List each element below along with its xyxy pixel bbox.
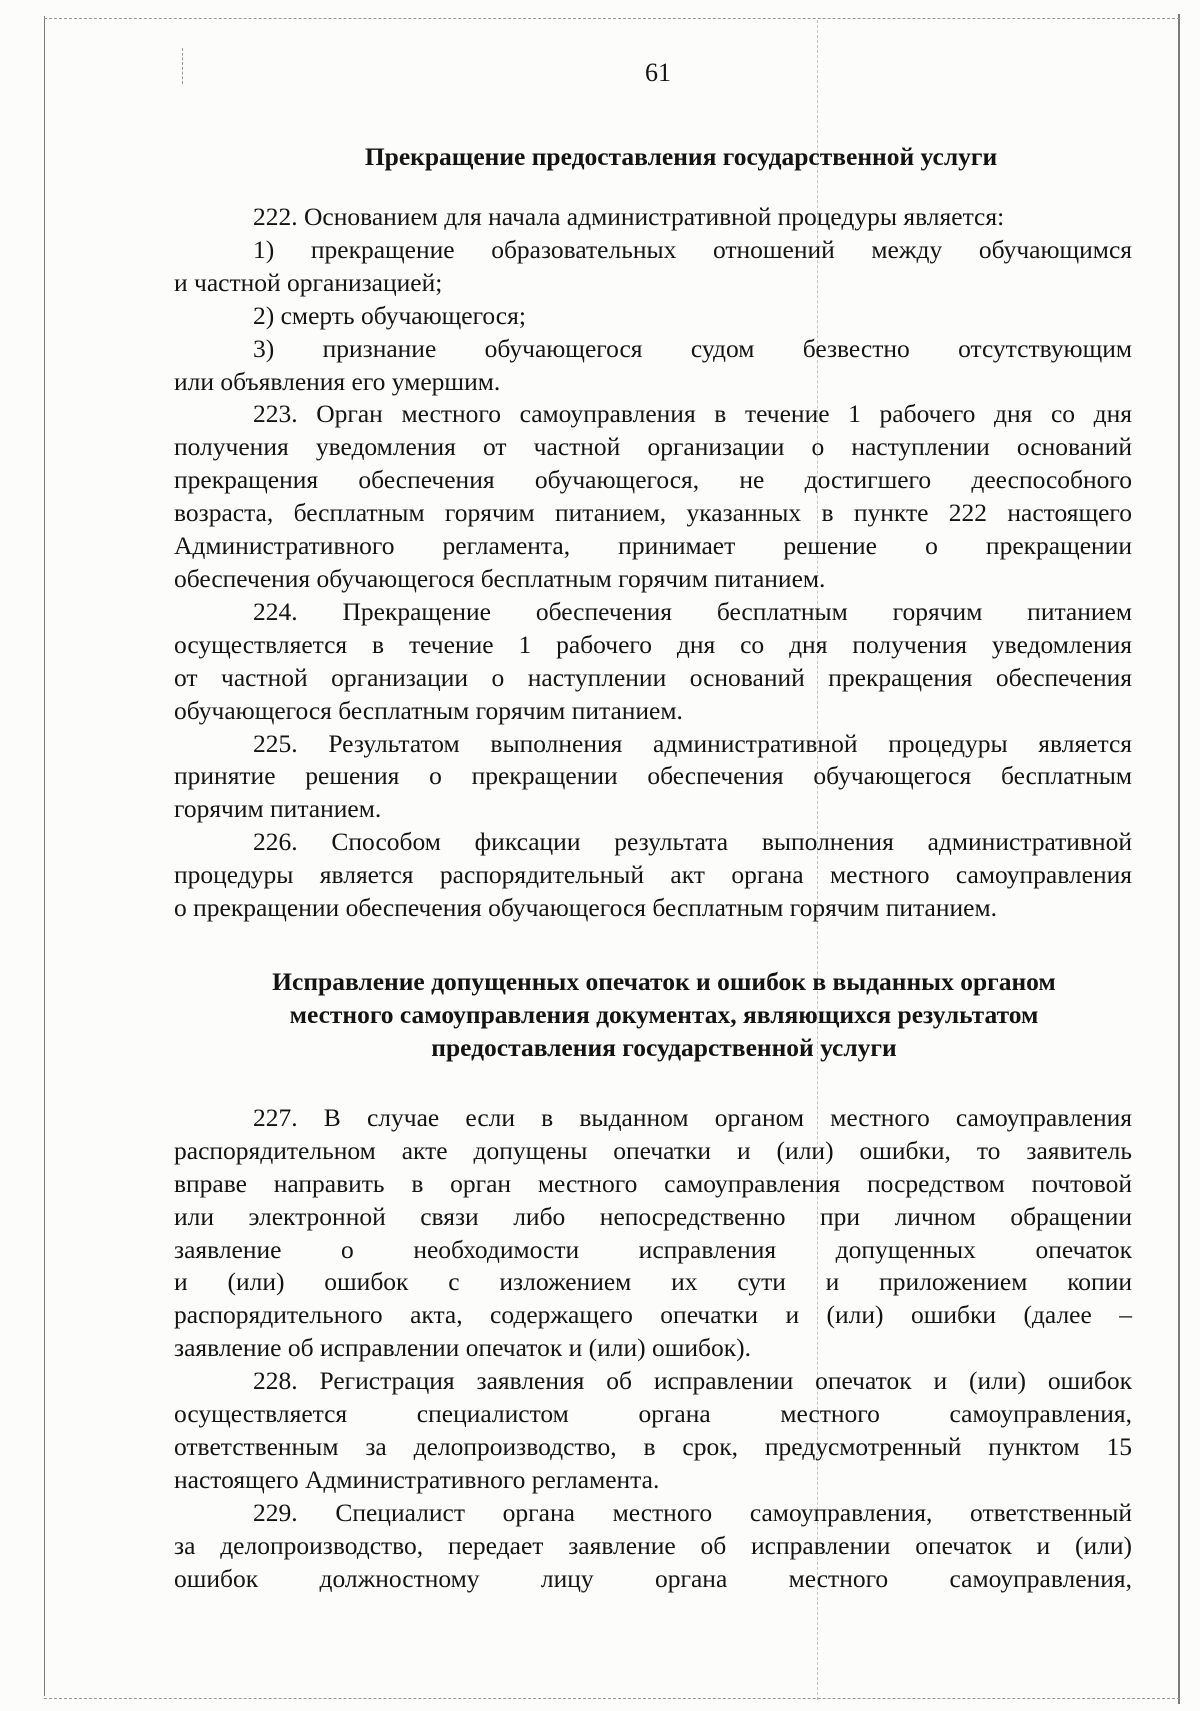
text-line: или объявления его умершим.	[174, 366, 501, 396]
text-line: настоящего Административного регламента.	[174, 1464, 660, 1494]
text-line: 223. Орган местного самоуправления в течение 1 рабочего дня со дня	[253, 399, 1132, 429]
text-line: 2) смерть обучающегося;	[253, 300, 526, 330]
text-line: 1) прекращение образовательных отношений между обучающимся	[253, 234, 1132, 264]
text-line: 226. Способом фиксации результата выполнения административной	[253, 827, 1132, 857]
heading-line: местного самоуправления документах, являющихся результатом	[289, 999, 1039, 1029]
text-line: распорядительного акта, содержащего опечатки и (или) ошибки (далее –	[174, 1300, 1132, 1330]
text-line: 224. Прекращение обеспечения бесплатным горячим питанием	[253, 596, 1132, 626]
text-line: 225. Результатом выполнения административной процедуры является	[253, 728, 1132, 758]
heading-line: предоставления государственной услуги	[431, 1032, 897, 1062]
heading-line: Исправление допущенных опечаток и ошибок в выданных органом	[272, 966, 1056, 996]
text-line: от частной организации о наступлении оснований прекращения обеспечения	[174, 662, 1132, 692]
text-line: обеспечения обучающегося бесплатным горячим питанием.	[174, 563, 826, 593]
text-line: принятие решения о прекращении обеспечения обучающегося бесплатным	[174, 761, 1132, 791]
scan-border-left	[44, 16, 45, 1696]
text-line: прекращения обеспечения обучающегося, не достигшего дееспособного	[174, 465, 1132, 495]
text-line: осуществляется в течение 1 рабочего дня со дня получения уведомления	[174, 629, 1132, 659]
text-line: 228. Регистрация заявления об исправлении опечаток и (или) ошибок	[253, 1366, 1132, 1396]
text-line: обучающегося бесплатным горячим питанием.	[174, 695, 683, 725]
scan-border-top	[44, 18, 1180, 19]
text-line: за делопроизводство, передает заявление об исправлении опечаток и (или)	[174, 1530, 1132, 1560]
text-line: или электронной связи либо непосредственно при личном обращении	[174, 1201, 1132, 1231]
text-line: 229. Специалист органа местного самоуправления, ответственный	[253, 1497, 1132, 1527]
text-line: 227. В случае если в выданном органом местного самоуправления	[253, 1102, 1132, 1132]
text-line: 222. Основанием для начала административной процедуры является:	[253, 202, 1005, 231]
text-line: о прекращении обеспечения обучающегося бесплатным горячим питанием.	[174, 893, 997, 923]
text-line: ошибок должностному лицу органа местного самоуправления,	[174, 1563, 1132, 1593]
text-line: заявление об исправлении опечаток и (или) ошибок).	[174, 1333, 751, 1363]
section-heading-corrections	[174, 965, 1132, 1064]
text-line: получения уведомления от частной организации о наступлении оснований	[174, 432, 1132, 462]
text-line: и (или) ошибок с изложением их сути и приложением копии	[174, 1267, 1132, 1297]
text-line: вправе направить в орган местного самоуправления посредством почтовой	[174, 1168, 1132, 1198]
text-line: осуществляется специалистом органа местного самоуправления,	[174, 1399, 1132, 1429]
section-corrections-body	[174, 1102, 1132, 1596]
text-line: заявление о необходимости исправления допущенных опечаток	[174, 1234, 1132, 1264]
text-line: Административного регламента, принимает решение о прекращении	[174, 531, 1132, 561]
text-line: ответственным за делопроизводство, в срок, предусмотренный пунктом 15	[174, 1432, 1132, 1461]
text-line: горячим питанием.	[174, 794, 382, 824]
document-content	[174, 58, 1132, 1596]
section-heading-termination: Прекращение предоставления государственной услуги	[364, 142, 998, 171]
text-line: и частной организацией;	[174, 267, 443, 297]
text-line: распорядительном акте допущены опечатки и (или) ошибки, то заявитель	[174, 1135, 1132, 1165]
section-termination-body	[174, 201, 1132, 925]
page-number: 61	[645, 58, 671, 87]
text-line: возраста, бесплатным горячим питанием, указанных в пункте 222 настоящего	[174, 498, 1132, 528]
text-line: 3) признание обучающегося судом безвестно отсутствующим	[253, 333, 1132, 363]
scan-border-bottom	[44, 1698, 1180, 1699]
scan-border-right	[1178, 14, 1180, 1704]
text-line: процедуры является распорядительный акт органа местного самоуправления	[174, 860, 1132, 890]
